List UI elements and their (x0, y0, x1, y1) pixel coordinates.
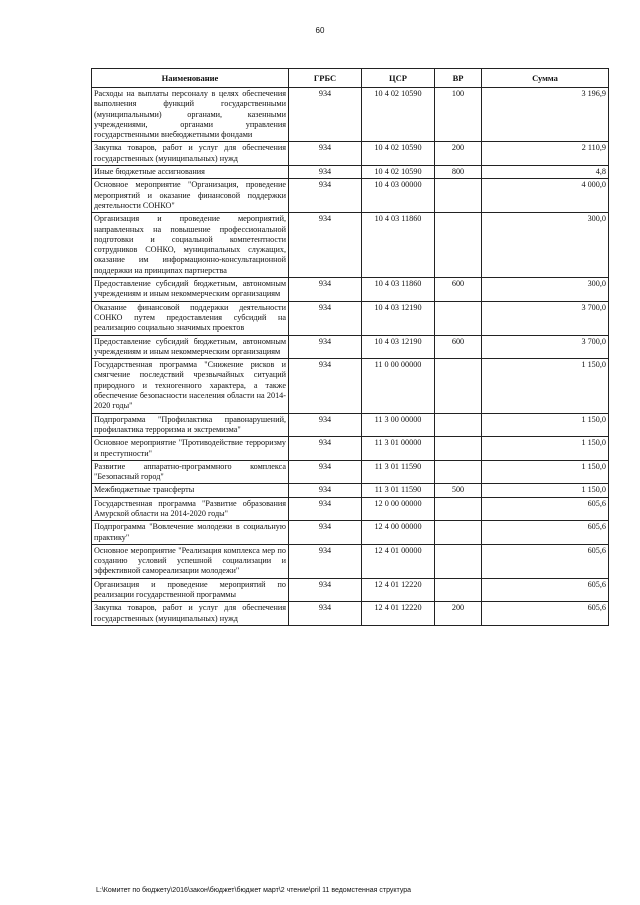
table-row (92, 602, 609, 626)
name-cell: Межбюджетные трансферты (92, 484, 289, 497)
table-row (92, 301, 609, 335)
table-row (92, 179, 609, 213)
vr-cell: 500 (435, 484, 482, 497)
table-row (92, 278, 609, 302)
name-cell: Основное мероприятие "Противодействие терроризму и преступности" (92, 437, 289, 461)
table-row (92, 497, 609, 521)
csr-cell: 11 3 00 00000 (362, 413, 435, 437)
csr-cell: 11 3 01 00000 (362, 437, 435, 461)
name-cell: Развитие аппаратно-программного комплекса "Безопасный город" (92, 460, 289, 484)
grbs-cell: 934 (289, 88, 362, 142)
grbs-cell: 934 (289, 359, 362, 413)
table-row (92, 460, 609, 484)
sum-cell: 2 110,9 (482, 142, 609, 166)
grbs-cell: 934 (289, 521, 362, 545)
vr-cell (435, 497, 482, 521)
grbs-cell: 934 (289, 460, 362, 484)
csr-cell: 11 0 00 00000 (362, 359, 435, 413)
vr-cell (435, 359, 482, 413)
csr-cell: 10 4 03 11860 (362, 278, 435, 302)
sum-cell: 4,8 (482, 166, 609, 179)
csr-cell: 10 4 02 10590 (362, 142, 435, 166)
csr-cell: 10 4 03 11860 (362, 213, 435, 278)
table-row (92, 413, 609, 437)
vr-cell: 800 (435, 166, 482, 179)
vr-cell (435, 460, 482, 484)
sum-cell: 605,6 (482, 544, 609, 578)
csr-cell: 11 3 01 11590 (362, 484, 435, 497)
sum-cell: 605,6 (482, 521, 609, 545)
csr-cell: 12 4 01 12220 (362, 602, 435, 626)
name-cell: Расходы на выплаты персоналу в целях обеспечения выполнения функций государственными (муниципальными) органами, казенными учреждениями, органами управления государственными внебюджетными фондами (92, 88, 289, 142)
grbs-cell: 934 (289, 437, 362, 461)
vr-cell: 200 (435, 142, 482, 166)
csr-cell: 10 4 02 10590 (362, 166, 435, 179)
vr-cell (435, 521, 482, 545)
name-cell: Подпрограмма "Вовлечение молодежи в социальную практику" (92, 521, 289, 545)
vr-cell: 600 (435, 278, 482, 302)
vr-cell: 100 (435, 88, 482, 142)
vr-cell (435, 301, 482, 335)
csr-cell: 11 3 01 11590 (362, 460, 435, 484)
grbs-cell: 934 (289, 484, 362, 497)
sum-cell: 300,0 (482, 278, 609, 302)
name-cell: Предоставление субсидий бюджетным, автономным учреждениям и иным некоммерческим организациям (92, 278, 289, 302)
name-cell: Предоставление субсидий бюджетным, автономным учреждениям и иным некоммерческим организациям (92, 335, 289, 359)
name-cell: Основное мероприятие "Организация, проведение мероприятий и оказание финансовой поддержки деятельности СОНКО" (92, 179, 289, 213)
csr-cell: 10 4 02 10590 (362, 88, 435, 142)
sum-cell: 605,6 (482, 602, 609, 626)
name-cell: Оказание финансовой поддержки деятельности СОНКО путем предоставления субсидий на реализацию социально значимых проектов (92, 301, 289, 335)
vr-cell: 600 (435, 335, 482, 359)
table-row (92, 521, 609, 545)
grbs-cell: 934 (289, 142, 362, 166)
grbs-cell: 934 (289, 578, 362, 602)
sum-cell: 1 150,0 (482, 437, 609, 461)
table-row (92, 213, 609, 278)
sum-cell: 1 150,0 (482, 413, 609, 437)
sum-cell: 605,6 (482, 497, 609, 521)
name-cell: Организация и проведение мероприятий по реализации государственной программы (92, 578, 289, 602)
csr-cell: 12 4 01 12220 (362, 578, 435, 602)
grbs-cell: 934 (289, 413, 362, 437)
table-row (92, 88, 609, 142)
header-sum: Сумма (482, 69, 609, 88)
table-row (92, 335, 609, 359)
grbs-cell: 934 (289, 213, 362, 278)
table-row (92, 142, 609, 166)
grbs-cell: 934 (289, 544, 362, 578)
page-number: 60 (315, 26, 325, 35)
name-cell: Закупка товаров, работ и услуг для обеспечения государственных (муниципальных) нужд (92, 602, 289, 626)
table-header-row (92, 69, 609, 88)
file-path-footer: L:\Комитет по бюджету\2016\закон\бюджет\бюджет март\2 чтение\pril 11 ведомстенная структура (96, 887, 412, 894)
csr-cell: 12 4 00 00000 (362, 521, 435, 545)
vr-cell (435, 578, 482, 602)
csr-cell: 12 4 01 00000 (362, 544, 435, 578)
name-cell: Подпрограмма "Профилактика правонарушений, профилактика терроризма и экстремизма" (92, 413, 289, 437)
table-row (92, 166, 609, 179)
sum-cell: 4 000,0 (482, 179, 609, 213)
sum-cell: 1 150,0 (482, 484, 609, 497)
vr-cell (435, 544, 482, 578)
table-row (92, 359, 609, 413)
vr-cell (435, 413, 482, 437)
csr-cell: 12 0 00 00000 (362, 497, 435, 521)
csr-cell: 10 4 03 00000 (362, 179, 435, 213)
sum-cell: 3 196,9 (482, 88, 609, 142)
grbs-cell: 934 (289, 301, 362, 335)
name-cell: Закупка товаров, работ и услуг для обеспечения государственных (муниципальных) нужд (92, 142, 289, 166)
grbs-cell: 934 (289, 335, 362, 359)
header-csr: ЦСР (362, 69, 435, 88)
table-body (92, 88, 609, 626)
sum-cell: 300,0 (482, 213, 609, 278)
name-cell: Государственная программа "Развитие образования Амурской области на 2014-2020 годы" (92, 497, 289, 521)
csr-cell: 10 4 03 12190 (362, 335, 435, 359)
table-row (92, 544, 609, 578)
grbs-cell: 934 (289, 497, 362, 521)
grbs-cell: 934 (289, 602, 362, 626)
csr-cell: 10 4 03 12190 (362, 301, 435, 335)
vr-cell (435, 179, 482, 213)
header-grbs: ГРБС (289, 69, 362, 88)
sum-cell: 1 150,0 (482, 460, 609, 484)
table-row (92, 484, 609, 497)
grbs-cell: 934 (289, 166, 362, 179)
vr-cell (435, 437, 482, 461)
name-cell: Государственная программа "Снижение рисков и смягчение последствий чрезвычайных ситуаций природного и техногенного характера, а также обеспечение безопасности населения области на 2014-2020 годы" (92, 359, 289, 413)
sum-cell: 605,6 (482, 578, 609, 602)
header-name: Наименование (92, 69, 289, 88)
header-vr: ВР (435, 69, 482, 88)
sum-cell: 3 700,0 (482, 301, 609, 335)
name-cell: Иные бюджетные ассигнования (92, 166, 289, 179)
name-cell: Основное мероприятие "Реализация комплекса мер по созданию условий успешной социализации и эффективной самореализации молодежи" (92, 544, 289, 578)
vr-cell (435, 213, 482, 278)
sum-cell: 1 150,0 (482, 359, 609, 413)
budget-table (91, 68, 609, 626)
grbs-cell: 934 (289, 179, 362, 213)
name-cell: Организация и проведение мероприятий, направленных на повышение профессиональной подготовки и социальной компетентности сотрудников СОНКО, муниципальных служащих, оказание им информационно-консультационной поддержки на принципах партнерства (92, 213, 289, 278)
table-row (92, 578, 609, 602)
sum-cell: 3 700,0 (482, 335, 609, 359)
grbs-cell: 934 (289, 278, 362, 302)
table-row (92, 437, 609, 461)
vr-cell: 200 (435, 602, 482, 626)
